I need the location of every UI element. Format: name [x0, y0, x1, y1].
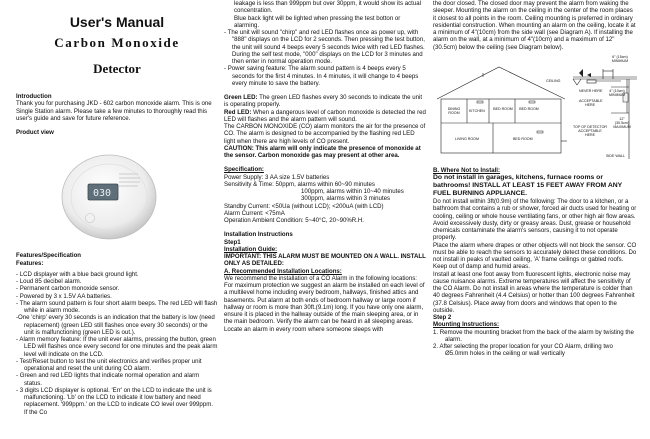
- step1-label: Step1: [224, 238, 241, 246]
- acceptable-label: ACCEPTABLE HERE: [579, 98, 603, 107]
- spec-sensitivity-300: 300ppm, alarms within 3 minutes: [301, 195, 391, 203]
- six-inch-label: 6" (15cm) MINIMUM: [611, 54, 629, 63]
- where-not-heading: B. Where Not to Install:: [433, 166, 501, 174]
- where-not-warning: Do not install in garages, kitchens, furnace rooms or bathrooms! INSTALL AT LEAST 15 FEET AWAY FROM ANY FUEL BURNING APPLIANCE.: [433, 174, 623, 197]
- caution-text: CAUTION: This alarm will only indicate the presence of monoxide at the sensor. Carbon monoxide gas may present at other area.: [224, 144, 421, 159]
- features-subheading: Features:: [16, 259, 44, 267]
- features-list: [16, 271, 218, 416]
- spec-sensitivity: Sensitivity & Time: 50ppm, alarms within 60~90 minutes: [224, 180, 375, 188]
- never-here-label: NEVER HERE: [579, 88, 603, 93]
- living-room-label: LIVING ROOM: [455, 136, 479, 141]
- spec-alarm-current: Alarm Current: <75mA: [224, 209, 285, 217]
- ceiling-label: CEILING: [546, 78, 561, 83]
- intro-heading: Introduction: [16, 93, 52, 100]
- mounting-location-text: the door closed. The closed door may prevent the alarm from waking the sleeper. Mounting the alarm on the ceiling in the center of the room places it closest to all points in the room. Ceiling mounting is preferred in ordinary residential construction. When mounting an alarm on the ceiling, locate it at a minimum of 4"(10cm) from the side wall (see Diagram A). If installing the alarm on the wall, at a minimum of 4"(10cm) and a maximum of 12"(30.5cm) below the ceiling (see Diagram below).: [433, 0, 636, 51]
- recommended-text: We recommend the installation of a CO Alarm in the following locations:: [224, 274, 417, 282]
- four-inch-label: 4" (10cm) MINIMUM: [609, 88, 626, 97]
- column-right: [433, 0, 637, 358]
- mounting-heading: Mounting Instructions:: [433, 321, 500, 329]
- powerup-item: - The unit will sound "chirp" and red LED flashes once as power up, with "888" displays on the LCD for 2 seconds. Then pressing the test button, the unit will sound 4 beeps every 5 seconds twice with red LED flashes. During the self test mode, "000" displays on the LCD for 3 minutes and then enter in normal operation mode.: [224, 29, 425, 65]
- spec-power: Power Supply: 3 AA size 1.5V batteries: [224, 173, 330, 181]
- bedroom-label: BED ROOM: [519, 106, 539, 111]
- green-led-paragraph: Green LED: The green LED flashes every 30 seconds to indicate the unit is operating properly.: [224, 94, 423, 109]
- co-monitor-text: The CARBON MONOXIDE (CO) alarm monitors the air for the presence of CO. The alarm is designed to be accompanied by the flashing red LED light when there are high levels of CO present.: [224, 123, 426, 145]
- where-not-text-2: Place the alarm where drapes or other objects will not block the sensor. CO must be able to reach the sensors to accurately detect these conditions. Do not install in peaks of vaulted ceiling, 'A' frame ceilings or gabled roofs. Keep out of damp and humid areas.: [433, 241, 637, 271]
- recommended-detail: For maximum protection we suggest an alarm be installed on each level of a multilevel home including every bedroom, hallways, finished attics and basements. Put alarm at both ends of bedroom hallway or large room if hallway or room is more than 30ft.(9.1m) long. If you have only one alarm, ensure it is placed in the hallway outside of the main sleeping area, or in the main bedroom. Verify the alarm can be heard in all sleeping areas.: [224, 282, 425, 326]
- feature-item: - The alarm sound pattern is four short alarm beeps. The red LED will flash while in alarm mode.: [16, 299, 218, 314]
- install-heading: Installation Instructions: [224, 231, 293, 239]
- install-guide-heading: Installation Guide:: [224, 245, 278, 253]
- spec-sensitivity-100: 100ppm, alarms within 10~40 minutes: [301, 188, 404, 195]
- spec-standby: Standby Current: <50Ua (without LCD); <200uA (with LCD): [224, 202, 384, 210]
- important-text: IMPORTANT: THIS ALARM MUST BE MOUNTED ON A WALL. INSTALL ONLY AS DETAILED:: [224, 253, 426, 268]
- feature-item: - Alarm memory feature: If the unit ever alarms, pressing the button, green LED will flashes once every second for one minutes and the peak alarm level will indicate on the LCD.: [16, 336, 218, 358]
- column-middle: [224, 0, 426, 333]
- recommended-bedroom-text: Locate an alarm in every room where someone sleeps with: [224, 325, 384, 333]
- mounting-step: 1. Remove the mounting bracket from the back of the alarm by twisting the alarm.: [433, 328, 634, 343]
- co-detector-illustration: [16, 142, 218, 242]
- feature-item: - Permanent carbon monoxide sensor.: [16, 285, 120, 293]
- feature-item: - Test/Reset button to test the unit electronics and verifies proper unit operational and reset the unit during CO alarm.: [16, 357, 202, 372]
- mounting-diagram: [433, 53, 637, 161]
- where-not-text-1: Do not install within 3ft(0.9m) of the following: The door to a kitchen, or a bathroom that contains a rub or shower, forced air ducts used for heating or cooling, ceiling or whole house ventilating fans, or other high air flow areas. Avoid excessively dusty, dirty or greasy areas. Dust, grease or household chemicals contaminate the alarm's sensors, causing it to not operate properly.: [433, 198, 637, 242]
- feature-item: - Powered by 3 x 1.5V AA batteries.: [16, 292, 112, 300]
- manual-subtitle-detector: Detector: [93, 61, 141, 76]
- column-left: [16, 0, 218, 416]
- dining-room-label: DINING ROOM: [447, 106, 461, 115]
- blue-backlight-text: Blue back light will be lighted when pressing the test botton or alarming.: [234, 14, 401, 29]
- where-not-text-3: Install at least one foot away from fluorescent lights, electronic noise may cause nuisance alarms. Extreme temperatures will affect the sensitivity of the CO Alarm. Do not install in areas where the temperature is colder than 40 degrees Fahrenheit (4.4 Celsius) or hotter than 100 degrees Fahrenheit (37.8 Celsius). Place away from doors and windows that open to the outside.: [433, 270, 635, 314]
- lcd-continued-text: leakage is less than 999ppm but over 30ppm, it would show its actual concentration.: [234, 0, 421, 15]
- specification-heading: Specification:: [224, 166, 264, 174]
- product-image: [16, 142, 218, 242]
- feature-item: - LCD displayer with a blue back ground light.: [16, 270, 139, 278]
- kitchen-label: KITCHEN: [469, 108, 485, 113]
- step2-label: Step 2: [433, 314, 452, 321]
- bedroom-label: BED ROOM: [493, 106, 513, 111]
- feature-item: -One 'chirp' every 30 seconds is an indication that the battery is low (need replacement) (green LED still flashes once every 30 seconds) or the unit is malfunctioning (green LED is out.).: [16, 314, 215, 336]
- intro-text: Thank you for purchasing JKD - 602 carbon monoxide alarm. This is one Single Station alarm. Please take a few minutes to thoroughly read this user's guide and save for future reference.: [16, 100, 212, 122]
- mounting-step: 2. After selecting the proper location for your CO Alarm, drilling two Ø5.0mm holes in the ceiling or wall vertically: [433, 343, 613, 358]
- features-heading: Features/Specification: [16, 252, 82, 260]
- top-of-detector-label: TOP OF DETECTOR ACCEPTABLE HERE: [573, 124, 607, 137]
- manual-title: User's Manual: [69, 14, 165, 30]
- manual-subtitle: Carbon Monoxide: [54, 35, 180, 50]
- twelve-inch-label: 12" (30.5cm) MAXIMUM: [613, 116, 631, 129]
- feature-item: - 3 digits LCD displayer is optional. 'Err' on the LCD to indicate the unit is malfunctioning. 'Lb' on the LCD to indicate it low battery and need replacement. '999ppm.' on the LCD to indicate CO level over 999ppm. If the Co: [16, 386, 213, 416]
- side-wall-label: SIDE WALL: [606, 153, 626, 158]
- product-view-heading: Product view: [16, 129, 54, 136]
- red-led-paragraph: Red LED: When a dangerous level of carbon monoxide is detected the red LED will flashes and the alarm pattern will sound.: [224, 108, 426, 123]
- lcd-readout: 030: [93, 188, 112, 200]
- spec-ambient: Operation Ambient Condition: 5~40°C, 20~90%R.H.: [224, 217, 364, 224]
- bedroom-label: BED ROOM: [513, 136, 533, 141]
- feature-item: - Loud 85 decibel alarm.: [16, 278, 82, 285]
- feature-item: - Green and red LED lights that indicate normal operation and alarm status.: [16, 372, 200, 387]
- power-saving-item: - Power saving feature: The alarm sound pattern is 4 beeps every 5 seconds for the first 4 minutes. In 4 minutes, it will change to 4 beeps every minute to save the battery.: [224, 65, 419, 87]
- recommended-heading: A. Recommended Installation Locations:: [224, 267, 342, 275]
